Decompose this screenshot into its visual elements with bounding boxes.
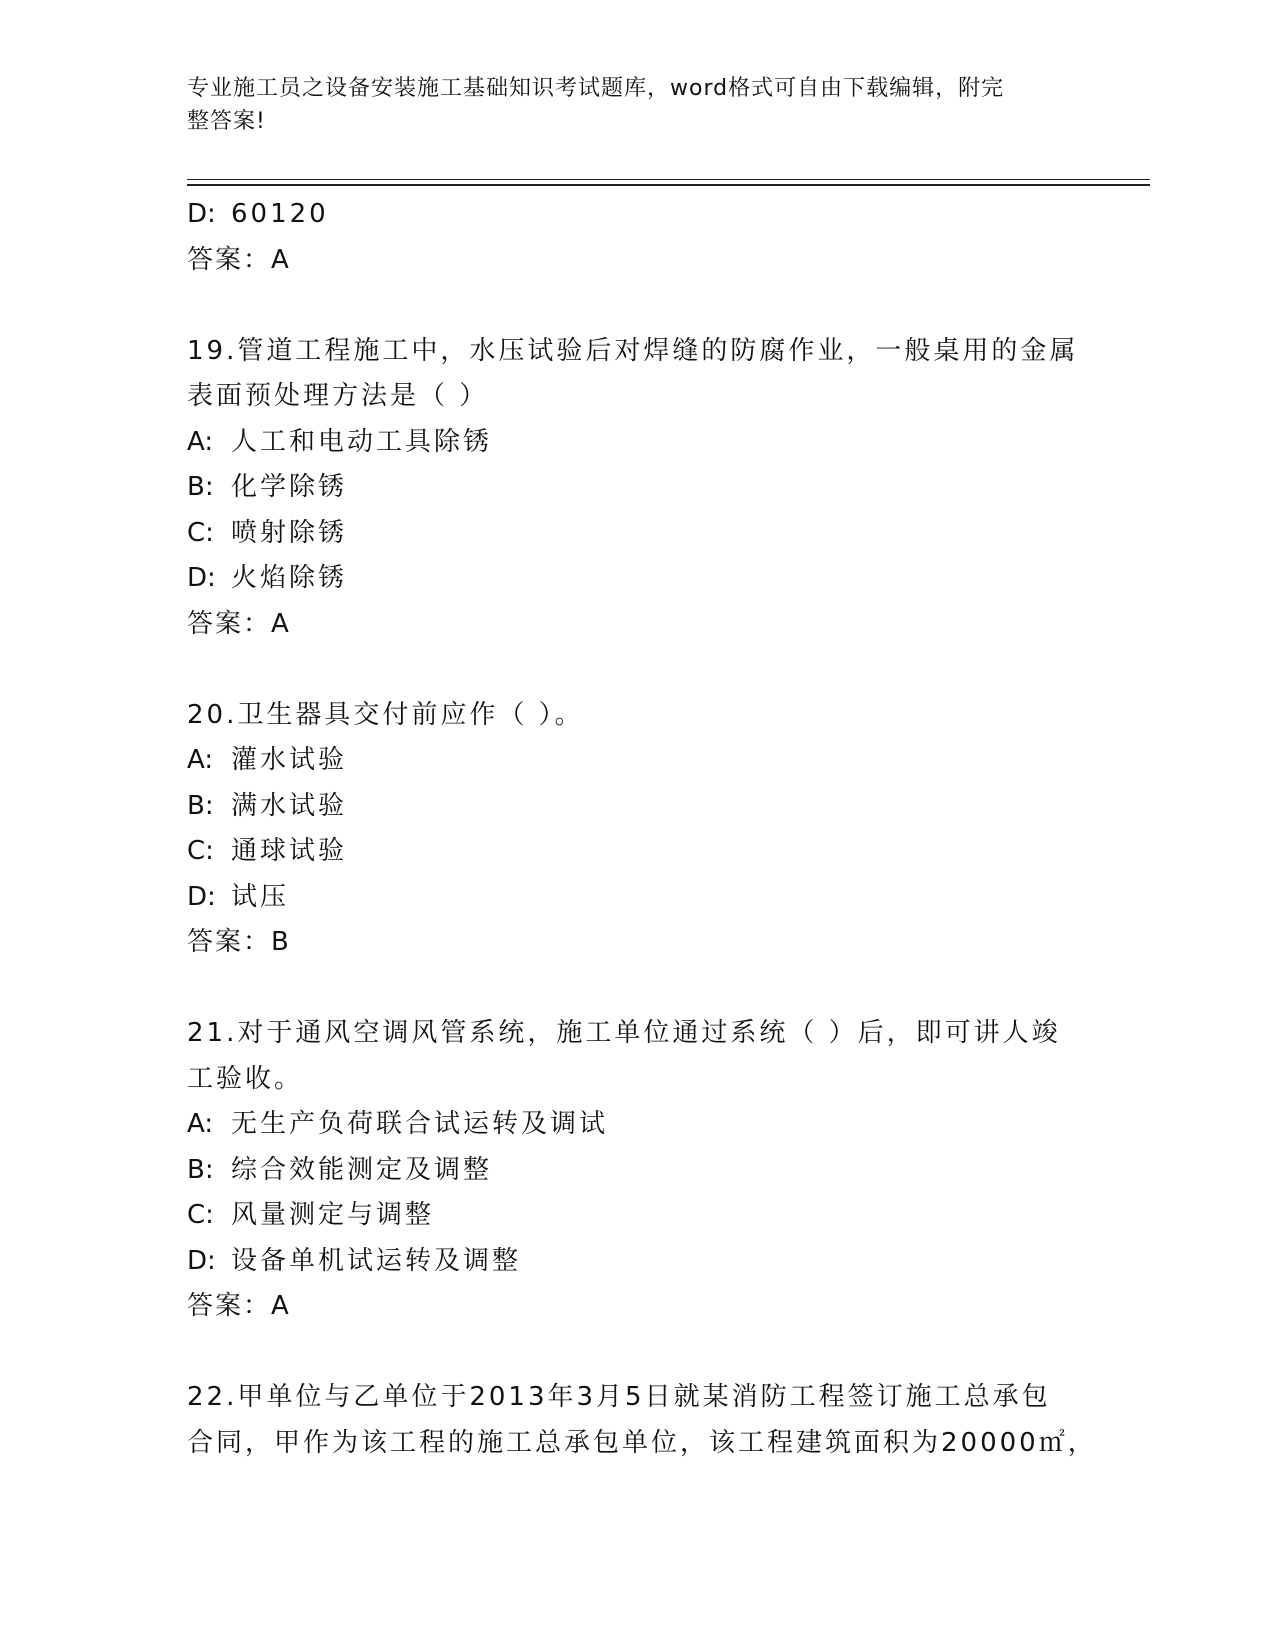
option-d [187, 556, 1087, 602]
answer-line: 答案：A [187, 1291, 291, 1321]
option-letter: C: [187, 836, 214, 866]
option-letter: C: [187, 517, 214, 548]
option-letter: D: [187, 563, 216, 593]
answer-line: 答案：B [187, 927, 291, 957]
option-text: 60120 [231, 199, 329, 229]
question-19-stem-line-1: 19.管道工程施工中，水压试验后对焊缝的防腐作业，一般桌用的金属 [187, 335, 1079, 366]
spacer [187, 647, 1087, 693]
header-line-1: 专业施工员之设备安装施工基础知识考试题库，word格式可自由下载编辑，附完 [187, 76, 1005, 101]
question-19-stem-line-2: 表面预处理方法是（ ） [187, 381, 489, 411]
option-letter: D: [187, 1245, 216, 1276]
spacer [187, 966, 1087, 1012]
option-c [187, 511, 1087, 557]
option-d [187, 1239, 1087, 1285]
option-letter: C: [187, 1200, 214, 1230]
header-line-2: 整答案! [187, 109, 266, 134]
option-b [187, 465, 1087, 511]
question-list [187, 192, 1097, 1466]
option-c [187, 1193, 1087, 1239]
option-text: 满水试验 [231, 790, 348, 821]
option-text: 灌水试验 [231, 745, 348, 775]
option-letter: B: [187, 790, 214, 821]
header-divider-thin [187, 179, 1150, 180]
question-21-stem-line-1: 21.对于通风空调风管系统，施工单位通过系统（ ）后，即可讲人竣 [187, 1018, 1061, 1048]
option-c [187, 829, 1087, 875]
option-text: 风量测定与调整 [231, 1200, 435, 1230]
option-text: 综合效能测定及调整 [231, 1154, 493, 1185]
spacer [187, 283, 1087, 329]
option-a [187, 738, 1087, 784]
document-header [187, 72, 1067, 138]
option-letter: D: [187, 881, 216, 912]
option-letter: B: [187, 472, 214, 502]
option-letter: A: [187, 1109, 214, 1139]
option-letter: D: [187, 199, 216, 229]
option-b [187, 1148, 1087, 1194]
option-a [187, 420, 1087, 466]
option-a [187, 1102, 1087, 1148]
question-22-stem-line-2: 合同，甲作为该工程的施工总承包单位，该工程建筑面积为20000㎡， [187, 1427, 1097, 1458]
option-text: 人工和电动工具除锈 [231, 426, 493, 457]
question-22-stem-line-1: 22.甲单位与乙单位于2013年3月5日就某消防工程签订施工总承包 [187, 1382, 1051, 1412]
option-text: 火焰除锈 [231, 563, 348, 593]
header-divider-thick [187, 184, 1150, 186]
answer-line: 答案：A [187, 608, 291, 639]
option-d [187, 192, 1087, 238]
option-d [187, 875, 1087, 921]
option-text: 无生产负荷联合试运转及调试 [231, 1109, 609, 1139]
option-letter: A: [187, 426, 214, 457]
option-b [187, 784, 1087, 830]
option-text: 喷射除锈 [231, 517, 348, 548]
option-text: 设备单机试运转及调整 [231, 1245, 522, 1276]
question-20-stem-line-1: 20.卫生器具交付前应作（ ）。 [187, 699, 584, 730]
spacer [187, 1330, 1087, 1376]
option-letter: B: [187, 1154, 214, 1185]
option-text: 试压 [231, 881, 290, 912]
option-text: 化学除锈 [231, 472, 348, 502]
option-letter: A: [187, 745, 214, 775]
question-21-stem-line-2: 工验收。 [187, 1063, 304, 1094]
answer-line: 答案：A [187, 244, 291, 275]
option-text: 通球试验 [231, 836, 348, 866]
